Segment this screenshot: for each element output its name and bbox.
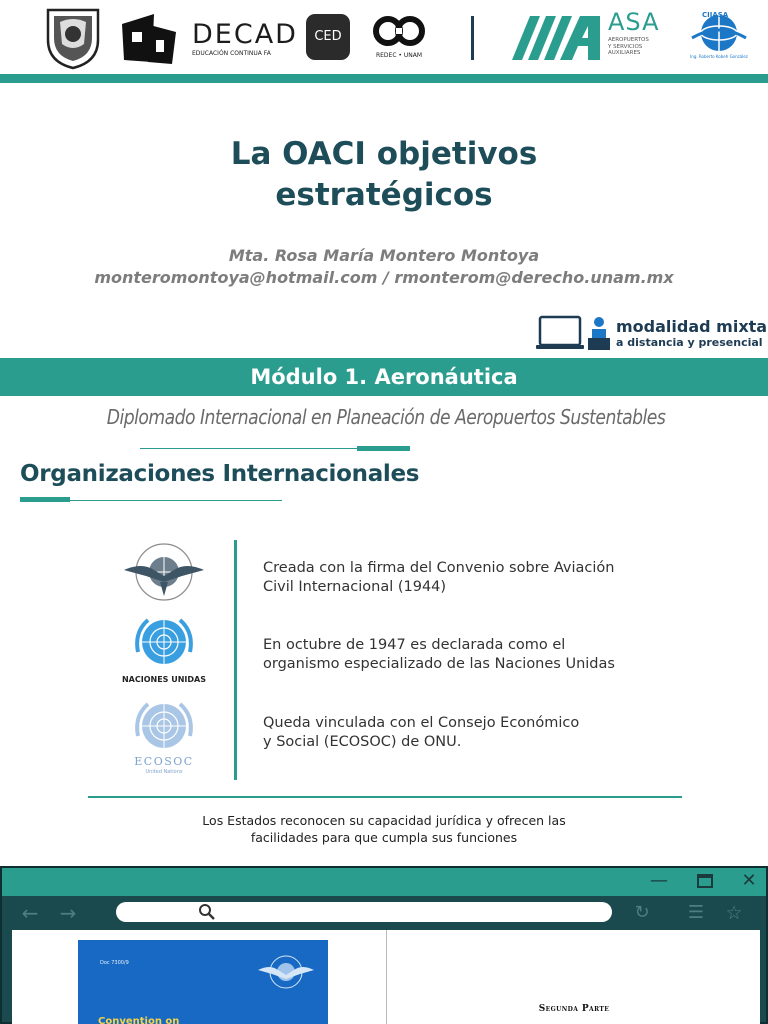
module-banner	[0, 358, 768, 396]
ciiasa-logo-subtext: Ing. Roberto Kobeh González	[690, 54, 748, 59]
un-caption: NACIONES UNIDAS	[121, 675, 206, 684]
minimize-icon[interactable]: —	[650, 870, 668, 891]
icao-cover-emblem-icon	[256, 948, 316, 994]
note-line-1: Los Estados reconocen su capacidad jurídica y ofrecen las	[202, 813, 566, 828]
ced-logo-text: CED	[314, 29, 342, 44]
redec-logo	[364, 14, 434, 62]
cover-title: Convention on	[98, 1016, 180, 1024]
address-bar[interactable]	[116, 902, 612, 922]
decad-logo	[192, 19, 298, 64]
author-emails: monteromontoya@hotmail.com / rmonterom@derecho.unam.mx	[94, 268, 674, 287]
asa-subtext-line: Y SERVICIOS	[608, 43, 643, 50]
asa-logo-subtext	[608, 37, 649, 57]
document-page-left	[12, 930, 387, 1024]
section-title: Organizaciones Internacionales	[20, 461, 420, 487]
decad-logo-text: DECAD	[192, 19, 298, 50]
document-viewer	[12, 930, 760, 1024]
org-text-line: organismo especializado de las Naciones Unidas	[263, 656, 615, 672]
un-emblem-icon	[128, 612, 200, 674]
un-description	[263, 636, 733, 674]
search-icon	[198, 903, 216, 921]
browser-title-bar	[2, 868, 766, 896]
org-text-line: y Social (ECOSOC) de ONU.	[263, 734, 462, 750]
ciiasa-logo	[688, 8, 750, 64]
author-name: Mta. Rosa María Montero Montoya	[228, 246, 540, 265]
forward-arrow-icon[interactable]: →	[59, 901, 77, 925]
content-bottom-rule	[88, 796, 682, 798]
icao-description	[263, 559, 733, 597]
author-block	[0, 245, 768, 289]
redec-logo-text: REDEC • UNAM	[375, 52, 423, 59]
asa-subtext-line: AUXILIARES	[608, 50, 641, 56]
asa-mark-icon	[512, 14, 602, 62]
title-line-1: La OACI objetivos	[230, 136, 538, 172]
cover-doc-number: Doc 7300/9	[100, 960, 129, 966]
ecosoc-caption-sub: United Nations	[145, 769, 183, 775]
maximize-icon[interactable]	[693, 871, 717, 891]
refresh-icon[interactable]: ↻	[634, 902, 650, 923]
logo-header	[0, 0, 768, 76]
module-label: Módulo 1. Aeronáutica	[250, 365, 518, 389]
header-divider	[471, 16, 474, 60]
star-icon[interactable]: ☆	[725, 902, 743, 924]
laptop-presenter-icon	[536, 314, 614, 352]
browser-window	[0, 866, 768, 1024]
legal-capacity-note	[150, 812, 618, 846]
section-underline-accent	[20, 497, 70, 502]
decad-logo-subtext: EDUCACIÓN CONTINUA FA	[192, 50, 271, 57]
org-text-line: Queda vinculada con el Consejo Económico	[263, 715, 580, 731]
back-arrow-icon[interactable]: ←	[21, 901, 39, 925]
org-text-line: Civil Internacional (1944)	[263, 579, 447, 595]
asa-subtext-line: AEROPUERTOS	[608, 37, 649, 43]
org-vertical-divider	[234, 540, 237, 780]
document-page-right	[388, 930, 760, 1024]
note-line-2: facilidades para que cumpla sus funciones	[250, 830, 518, 845]
modality-subtitle: a distancia y presencial	[616, 336, 763, 349]
browser-nav-bar	[2, 896, 766, 930]
redec-mark-icon	[364, 14, 434, 48]
modality-badge	[536, 314, 768, 352]
diploma-underline-accent	[357, 446, 410, 451]
faculty-emblem-logo	[118, 10, 178, 68]
asa-logo	[512, 8, 678, 64]
org-text-line: En octubre de 1947 es declarada como el	[263, 637, 566, 653]
ced-logo	[306, 14, 350, 60]
asa-logo-text: ASA	[608, 8, 660, 36]
ecosoc-emblem-icon	[128, 696, 200, 754]
icao-emblem-icon	[122, 536, 206, 608]
convention-cover	[78, 940, 328, 1024]
ecosoc-caption: ECOSOC	[134, 755, 194, 768]
menu-icon[interactable]: ☰	[687, 902, 705, 923]
close-icon[interactable]: ✕	[741, 870, 757, 891]
part-heading: Segunda Parte	[538, 1004, 610, 1014]
modality-title: modalidad mixta	[616, 317, 768, 336]
unam-shield-logo	[44, 6, 102, 70]
header-accent-rule	[0, 74, 768, 83]
diploma-title: Diplomado Internacional en Planeación de Aeropuertos Sustentables	[106, 405, 666, 429]
ecosoc-description	[263, 714, 733, 752]
presentation-title	[0, 134, 768, 216]
org-text-line: Creada con la firma del Convenio sobre Aviación	[263, 560, 615, 576]
title-line-2: estratégicos	[275, 177, 493, 213]
ciiasa-logo-text: CIIASA	[702, 11, 729, 19]
